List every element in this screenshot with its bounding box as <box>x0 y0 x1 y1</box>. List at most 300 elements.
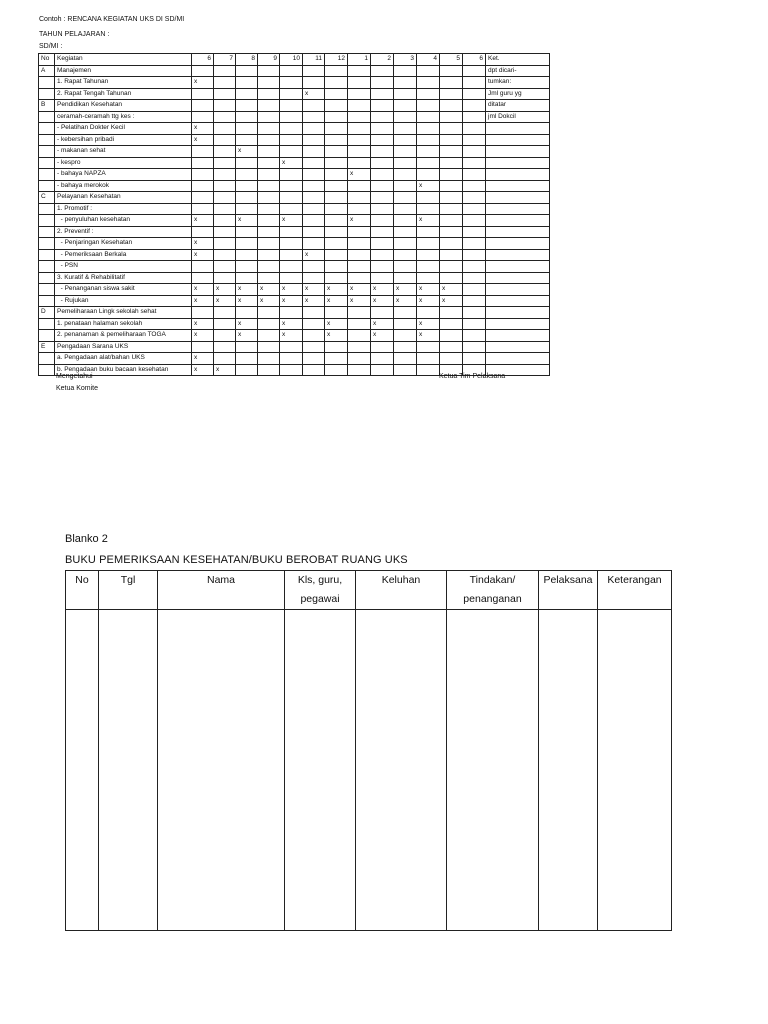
plan-month-cell: x <box>303 295 325 307</box>
plan-row <box>39 157 550 169</box>
plan-column-header: 12 <box>325 54 348 66</box>
plan-month-cell <box>371 192 394 204</box>
plan-month-cell <box>463 284 486 296</box>
plan-month-cell <box>463 238 486 250</box>
plan-month-cell: x <box>325 295 348 307</box>
plan-month-cell <box>236 157 258 169</box>
plan-month-cell <box>236 169 258 181</box>
plan-column-header: 5 <box>440 54 463 66</box>
plan-section-code <box>39 238 55 250</box>
plan-month-cell <box>348 226 371 238</box>
plan-section-code: B <box>39 100 55 112</box>
plan-month-cell <box>303 111 325 123</box>
plan-month-cell: x <box>371 318 394 330</box>
plan-month-cell <box>303 364 325 376</box>
plan-month-cell <box>214 307 236 319</box>
plan-month-cell <box>325 261 348 273</box>
plan-month-cell <box>440 203 463 215</box>
plan-month-cell <box>325 88 348 100</box>
plan-activity: ceramah-ceramah ttg kes : <box>55 111 192 123</box>
plan-month-cell <box>394 261 417 273</box>
plan-month-cell <box>417 353 440 365</box>
plan-month-cell <box>303 146 325 158</box>
plan-month-cell <box>463 318 486 330</box>
plan-activity: 3. Kuratif & Rehabilitatif <box>55 272 192 284</box>
plan-month-cell <box>258 192 280 204</box>
plan-month-cell <box>303 77 325 89</box>
plan-month-cell <box>417 111 440 123</box>
plan-month-cell <box>236 353 258 365</box>
plan-month-cell <box>303 226 325 238</box>
plan-month-cell <box>463 272 486 284</box>
plan-month-cell <box>440 341 463 353</box>
plan-month-cell <box>258 249 280 261</box>
book-empty-cell[interactable] <box>356 610 447 931</box>
plan-month-cell: x <box>192 353 214 365</box>
plan-month-cell <box>463 341 486 353</box>
plan-month-cell <box>214 134 236 146</box>
plan-month-cell <box>371 146 394 158</box>
plan-row <box>39 146 550 158</box>
plan-month-cell <box>258 307 280 319</box>
plan-month-cell: x <box>192 238 214 250</box>
plan-month-cell <box>325 272 348 284</box>
plan-month-cell <box>394 203 417 215</box>
plan-month-cell: x <box>348 284 371 296</box>
plan-row <box>39 330 550 342</box>
plan-month-cell <box>236 192 258 204</box>
plan-month-cell <box>280 249 303 261</box>
plan-month-cell <box>236 249 258 261</box>
plan-section-code <box>39 203 55 215</box>
plan-section-code <box>39 157 55 169</box>
plan-month-cell <box>214 318 236 330</box>
plan-month-cell <box>236 272 258 284</box>
plan-month-cell <box>280 77 303 89</box>
plan-month-cell <box>303 169 325 181</box>
plan-month-cell <box>214 261 236 273</box>
plan-month-cell: x <box>258 295 280 307</box>
plan-month-cell: x <box>192 318 214 330</box>
plan-month-cell: x <box>236 318 258 330</box>
plan-month-cell <box>214 238 236 250</box>
plan-row <box>39 65 550 77</box>
plan-month-cell <box>417 157 440 169</box>
plan-month-cell <box>258 123 280 135</box>
plan-month-cell <box>325 215 348 227</box>
plan-month-cell <box>463 65 486 77</box>
plan-month-cell <box>280 65 303 77</box>
plan-note <box>486 353 550 365</box>
plan-month-cell: x <box>236 215 258 227</box>
plan-month-cell: x <box>214 295 236 307</box>
plan-month-cell <box>258 261 280 273</box>
plan-month-cell <box>303 65 325 77</box>
plan-month-cell: x <box>192 123 214 135</box>
plan-month-cell <box>258 272 280 284</box>
plan-note: dpt dicari- <box>486 65 550 77</box>
plan-month-cell <box>463 100 486 112</box>
plan-month-cell <box>236 111 258 123</box>
plan-month-cell: x <box>236 330 258 342</box>
plan-note <box>486 307 550 319</box>
plan-month-cell <box>236 134 258 146</box>
book-column-header: Tindakan/ penanganan <box>447 571 539 610</box>
plan-month-cell <box>280 238 303 250</box>
plan-month-cell: x <box>236 146 258 158</box>
plan-column-header: 7 <box>214 54 236 66</box>
plan-month-cell <box>394 318 417 330</box>
plan-month-cell <box>325 111 348 123</box>
plan-month-cell <box>394 77 417 89</box>
plan-row <box>39 341 550 353</box>
plan-month-cell <box>417 169 440 181</box>
plan-note <box>486 180 550 192</box>
plan-month-cell: x <box>192 134 214 146</box>
plan-month-cell <box>236 123 258 135</box>
plan-row <box>39 318 550 330</box>
health-check-log-table <box>65 570 672 931</box>
plan-note <box>486 146 550 158</box>
plan-month-cell <box>371 77 394 89</box>
book-empty-cell[interactable] <box>447 610 539 931</box>
plan-month-cell <box>394 226 417 238</box>
plan-month-cell <box>440 157 463 169</box>
plan-column-header: 6 <box>463 54 486 66</box>
plan-month-cell <box>463 249 486 261</box>
plan-note <box>486 238 550 250</box>
plan-month-cell <box>192 88 214 100</box>
plan-month-cell <box>258 341 280 353</box>
plan-activity: Pelayanan Kesehatan <box>55 192 192 204</box>
book-empty-cell[interactable] <box>285 610 356 931</box>
plan-column-header: 9 <box>258 54 280 66</box>
plan-month-cell <box>463 295 486 307</box>
plan-month-cell <box>394 134 417 146</box>
plan-month-cell <box>280 307 303 319</box>
plan-activity: Pengadaan Sarana UKS <box>55 341 192 353</box>
plan-month-cell <box>192 261 214 273</box>
plan-month-cell <box>371 215 394 227</box>
plan-note <box>486 341 550 353</box>
plan-month-cell <box>236 100 258 112</box>
plan-section-code: D <box>39 307 55 319</box>
plan-activity: - Pemeriksaan Berkala <box>55 249 192 261</box>
plan-note: tumkan: <box>486 77 550 89</box>
plan-month-cell <box>214 169 236 181</box>
plan-month-cell <box>258 169 280 181</box>
plan-section-code <box>39 272 55 284</box>
plan-month-cell: x <box>348 295 371 307</box>
plan-month-cell <box>463 330 486 342</box>
plan-month-cell <box>214 215 236 227</box>
plan-month-cell <box>214 203 236 215</box>
plan-month-cell <box>440 111 463 123</box>
plan-column-header: No <box>39 54 55 66</box>
plan-month-cell <box>258 215 280 227</box>
plan-month-cell <box>280 100 303 112</box>
plan-month-cell <box>371 157 394 169</box>
plan-month-cell <box>394 88 417 100</box>
plan-note <box>486 261 550 273</box>
plan-month-cell <box>258 77 280 89</box>
plan-month-cell <box>214 353 236 365</box>
plan-month-cell <box>258 364 280 376</box>
plan-month-cell <box>192 65 214 77</box>
plan-month-cell <box>371 100 394 112</box>
plan-month-cell: x <box>192 249 214 261</box>
plan-month-cell: x <box>280 284 303 296</box>
plan-month-cell: x <box>417 318 440 330</box>
plan-month-cell: x <box>303 88 325 100</box>
plan-activity: 1. Rapat Tahunan <box>55 77 192 89</box>
plan-row <box>39 203 550 215</box>
plan-row <box>39 307 550 319</box>
plan-column-header: 1 <box>348 54 371 66</box>
plan-month-cell <box>214 330 236 342</box>
activity-plan-table <box>38 53 550 376</box>
plan-month-cell: x <box>236 284 258 296</box>
plan-month-cell <box>325 123 348 135</box>
plan-month-cell <box>463 123 486 135</box>
plan-month-cell <box>236 341 258 353</box>
plan-month-cell <box>463 226 486 238</box>
plan-month-cell: x <box>192 295 214 307</box>
plan-month-cell <box>463 111 486 123</box>
plan-month-cell: x <box>371 295 394 307</box>
plan-month-cell <box>394 180 417 192</box>
plan-month-cell <box>258 180 280 192</box>
plan-month-cell <box>325 249 348 261</box>
plan-activity: b. Pengadaan buku bacaan kesehatan <box>55 364 192 376</box>
plan-month-cell <box>214 88 236 100</box>
plan-month-cell <box>417 364 440 376</box>
plan-month-cell <box>417 192 440 204</box>
plan-month-cell <box>280 203 303 215</box>
plan-month-cell <box>236 203 258 215</box>
school-year-label: TAHUN PELAJARAN : <box>39 31 110 38</box>
plan-section-code <box>39 261 55 273</box>
plan-month-cell <box>303 307 325 319</box>
plan-month-cell <box>348 203 371 215</box>
plan-month-cell <box>417 249 440 261</box>
book-empty-cell[interactable] <box>99 610 158 931</box>
plan-month-cell <box>258 157 280 169</box>
plan-month-cell: x <box>214 364 236 376</box>
plan-month-cell: x <box>280 215 303 227</box>
plan-month-cell <box>280 364 303 376</box>
plan-month-cell <box>236 364 258 376</box>
plan-activity: - Pelatihan Dokter Kecil <box>55 123 192 135</box>
plan-month-cell <box>280 180 303 192</box>
plan-month-cell <box>348 157 371 169</box>
plan-month-cell <box>348 307 371 319</box>
plan-month-cell <box>394 238 417 250</box>
plan-month-cell <box>417 146 440 158</box>
plan-month-cell <box>325 307 348 319</box>
plan-month-cell <box>303 100 325 112</box>
plan-month-cell <box>303 318 325 330</box>
plan-month-cell <box>417 100 440 112</box>
plan-month-cell <box>348 146 371 158</box>
plan-section-code: E <box>39 341 55 353</box>
plan-activity: Pendidikan Kesehatan <box>55 100 192 112</box>
plan-column-header: 4 <box>417 54 440 66</box>
plan-title: Contoh : RENCANA KEGIATAN UKS DI SD/MI <box>39 16 185 23</box>
plan-month-cell <box>258 226 280 238</box>
plan-month-cell <box>303 261 325 273</box>
plan-month-cell <box>280 146 303 158</box>
plan-month-cell <box>348 249 371 261</box>
plan-month-cell <box>440 123 463 135</box>
plan-month-cell: x <box>192 284 214 296</box>
plan-header-row <box>39 54 550 66</box>
plan-month-cell: x <box>192 364 214 376</box>
plan-month-cell <box>440 169 463 181</box>
plan-note: jml Dokcil <box>486 111 550 123</box>
plan-section-code: A <box>39 65 55 77</box>
plan-month-cell <box>214 123 236 135</box>
plan-month-cell <box>348 123 371 135</box>
plan-month-cell <box>325 65 348 77</box>
plan-activity: - kespro <box>55 157 192 169</box>
plan-month-cell <box>258 88 280 100</box>
plan-month-cell <box>214 65 236 77</box>
plan-month-cell <box>371 65 394 77</box>
plan-month-cell <box>371 272 394 284</box>
plan-month-cell <box>303 180 325 192</box>
plan-month-cell <box>463 146 486 158</box>
plan-month-cell <box>394 364 417 376</box>
plan-row <box>39 123 550 135</box>
plan-activity: a. Pengadaan alat/bahan UKS <box>55 353 192 365</box>
book-column-header: Tgl <box>99 571 158 610</box>
plan-month-cell <box>463 169 486 181</box>
plan-section-code <box>39 77 55 89</box>
book-empty-cell[interactable] <box>158 610 285 931</box>
plan-month-cell <box>303 215 325 227</box>
plan-month-cell <box>192 307 214 319</box>
plan-month-cell <box>371 134 394 146</box>
book-title: BUKU PEMERIKSAAN KESEHATAN/BUKU BEROBAT RUANG UKS <box>65 554 408 566</box>
plan-note <box>486 123 550 135</box>
plan-month-cell <box>214 146 236 158</box>
plan-row <box>39 134 550 146</box>
plan-note <box>486 226 550 238</box>
plan-month-cell <box>303 203 325 215</box>
book-empty-cell[interactable] <box>539 610 598 931</box>
plan-month-cell <box>394 192 417 204</box>
plan-month-cell <box>303 157 325 169</box>
plan-section-code <box>39 146 55 158</box>
plan-activity: - bahaya merokok <box>55 180 192 192</box>
plan-month-cell <box>214 341 236 353</box>
plan-month-cell <box>280 88 303 100</box>
plan-month-cell: x <box>214 284 236 296</box>
plan-column-header: 3 <box>394 54 417 66</box>
plan-activity: - kebersihan pribadi <box>55 134 192 146</box>
plan-month-cell <box>303 238 325 250</box>
plan-month-cell <box>192 180 214 192</box>
plan-month-cell <box>463 77 486 89</box>
plan-month-cell: x <box>348 215 371 227</box>
plan-month-cell <box>280 111 303 123</box>
plan-row <box>39 272 550 284</box>
plan-note <box>486 215 550 227</box>
plan-month-cell <box>371 364 394 376</box>
plan-note: ditatar <box>486 100 550 112</box>
plan-activity: - Penjaringan Kesehatan <box>55 238 192 250</box>
plan-activity: 1. penataan halaman sekolah <box>55 318 192 330</box>
plan-month-cell <box>325 77 348 89</box>
plan-note: Jml guru yg <box>486 88 550 100</box>
plan-section-code <box>39 249 55 261</box>
plan-month-cell <box>348 238 371 250</box>
plan-column-header: 11 <box>303 54 325 66</box>
plan-row <box>39 226 550 238</box>
plan-month-cell <box>214 226 236 238</box>
plan-month-cell <box>417 272 440 284</box>
plan-month-cell <box>303 330 325 342</box>
plan-month-cell: x <box>417 284 440 296</box>
plan-month-cell <box>440 215 463 227</box>
plan-month-cell <box>325 157 348 169</box>
plan-month-cell <box>463 203 486 215</box>
plan-month-cell <box>394 111 417 123</box>
plan-month-cell <box>348 111 371 123</box>
plan-month-cell: x <box>417 180 440 192</box>
plan-month-cell: x <box>371 330 394 342</box>
plan-month-cell: x <box>280 330 303 342</box>
plan-month-cell <box>417 307 440 319</box>
plan-month-cell <box>348 330 371 342</box>
plan-month-cell: x <box>394 295 417 307</box>
book-column-header: Kls, guru, pegawai <box>285 571 356 610</box>
plan-month-cell <box>192 146 214 158</box>
plan-month-cell <box>394 65 417 77</box>
plan-month-cell <box>394 272 417 284</box>
plan-month-cell <box>463 180 486 192</box>
plan-month-cell: x <box>303 249 325 261</box>
plan-month-cell <box>440 249 463 261</box>
plan-note <box>486 284 550 296</box>
plan-row <box>39 111 550 123</box>
plan-month-cell <box>463 307 486 319</box>
plan-month-cell <box>348 100 371 112</box>
plan-month-cell <box>348 318 371 330</box>
plan-month-cell <box>303 341 325 353</box>
plan-month-cell <box>463 88 486 100</box>
plan-month-cell <box>440 318 463 330</box>
plan-month-cell: x <box>280 318 303 330</box>
plan-month-cell: x <box>394 284 417 296</box>
plan-activity: - Rujukan <box>55 295 192 307</box>
plan-month-cell <box>440 238 463 250</box>
book-empty-cell[interactable] <box>66 610 99 931</box>
blanko-label: Blanko 2 <box>65 533 108 545</box>
plan-month-cell <box>440 261 463 273</box>
plan-month-cell: x <box>371 284 394 296</box>
plan-month-cell <box>417 65 440 77</box>
plan-note <box>486 192 550 204</box>
plan-month-cell <box>325 238 348 250</box>
plan-month-cell <box>394 123 417 135</box>
book-empty-cell[interactable] <box>598 610 672 931</box>
plan-month-cell <box>394 330 417 342</box>
plan-month-cell <box>325 203 348 215</box>
school-label: SD/MI : <box>39 43 63 50</box>
plan-month-cell <box>417 203 440 215</box>
